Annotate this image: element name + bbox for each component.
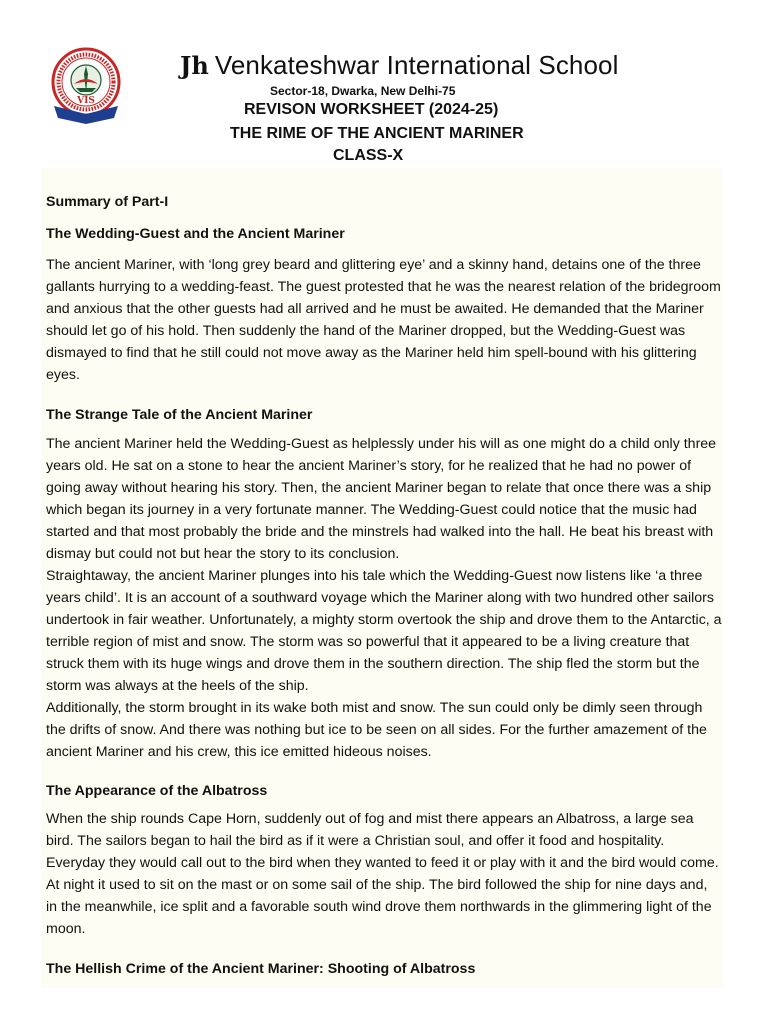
- school-address: Sector-18, Dwarka, New Delhi-75: [270, 84, 456, 98]
- jh-mark: Jh: [180, 51, 209, 80]
- paragraph: The ancient Mariner held the Wedding-Guest as helplessly under his will as one might do a child only three years old. He sat on a stone to hear the ancient Mariner’s story, for he realized that he had no power of going away without hearing his story. Then, the ancient Mariner began to relate that once there was a ship which began its journey in a very fortunate manner. The Wedding-Guest could notice that the music had started and that most probably the bride and the minstrels had walked into the hall. He beat his breast with dismay but could not but hear the story to its conclusion.: [46, 436, 717, 562]
- poem-title: THE RIME OF THE ANCIENT MARINER: [230, 125, 524, 142]
- section-title: The Appearance of the Albatross: [46, 783, 268, 799]
- class-label: CLASS-X: [333, 147, 404, 164]
- logo-badge-text: VIS: [77, 96, 95, 106]
- school-name: Venkateshwar International School: [214, 50, 619, 80]
- summary-heading: Summary of Part-I: [46, 194, 169, 210]
- school-title: [180, 50, 618, 81]
- section-title: The Hellish Crime of the Ancient Mariner: Shooting of Albatross: [46, 961, 476, 977]
- worksheet-content: [41, 168, 722, 988]
- document-header: [0, 0, 768, 168]
- paragraph: When the ship rounds Cape Horn, suddenly out of fog and mist there appears an Albatross, a large sea bird. The sailors began to hail the bird as if it were a Christian soul, and offer it food and hospitality. Everyday they would call out to the bird when they wanted to feed it or play with it and the bird would come. At night it used to sit on the mast or on some sail of the ship. The bird followed the ship for nine days and, in the meanwhile, ice split and a favorable south wind drove them northwards in the glimmering light of the moon.: [46, 811, 719, 937]
- section-title: The Strange Tale of the Ancient Mariner: [46, 407, 313, 423]
- section-title: The Wedding-Guest and the Ancient Mariner: [46, 226, 345, 242]
- paragraph: The ancient Mariner, with ‘long grey beard and glittering eye’ and a skinny hand, detains one of the three gallants hurrying to a wedding-feast. The guest protested that he was the nearest relation of the bridegroom and anxious that the other guests had all arrived and he must be awaited. He demanded that the Mariner should let go of his hold. Then suddenly the hand of the Mariner dropped, but the Wedding-Guest was dismayed to find that he still could not move away as the Mariner held him spell-bound with his glittering eyes.: [46, 257, 721, 383]
- worksheet-title: REVISON WORKSHEET (2024-25): [244, 101, 499, 118]
- paragraph: Additionally, the storm brought in its wake both mist and snow. The sun could only be dimly seen through the drifts of snow. And there was nothing but ice to be seen on all sides. For the further amazement of the ancient Mariner and his crew, this ice emitted hideous noises.: [46, 700, 707, 760]
- school-logo-icon: [40, 44, 132, 126]
- paragraph: Straightaway, the ancient Mariner plunges into his tale which the Wedding-Guest now listens like ‘a three years child’. It is an account of a southward voyage which the Mariner along with two hundred other sailors undertook in fair weather. Unfortunately, a mighty storm overtook the ship and drove them to the Antarctic, a terrible region of mist and snow. The storm was so powerful that it appeared to be a living creature that struck them with its huge wings and drove them in the southern direction. The ship fled the storm but the storm was always at the heels of the ship.: [46, 568, 722, 694]
